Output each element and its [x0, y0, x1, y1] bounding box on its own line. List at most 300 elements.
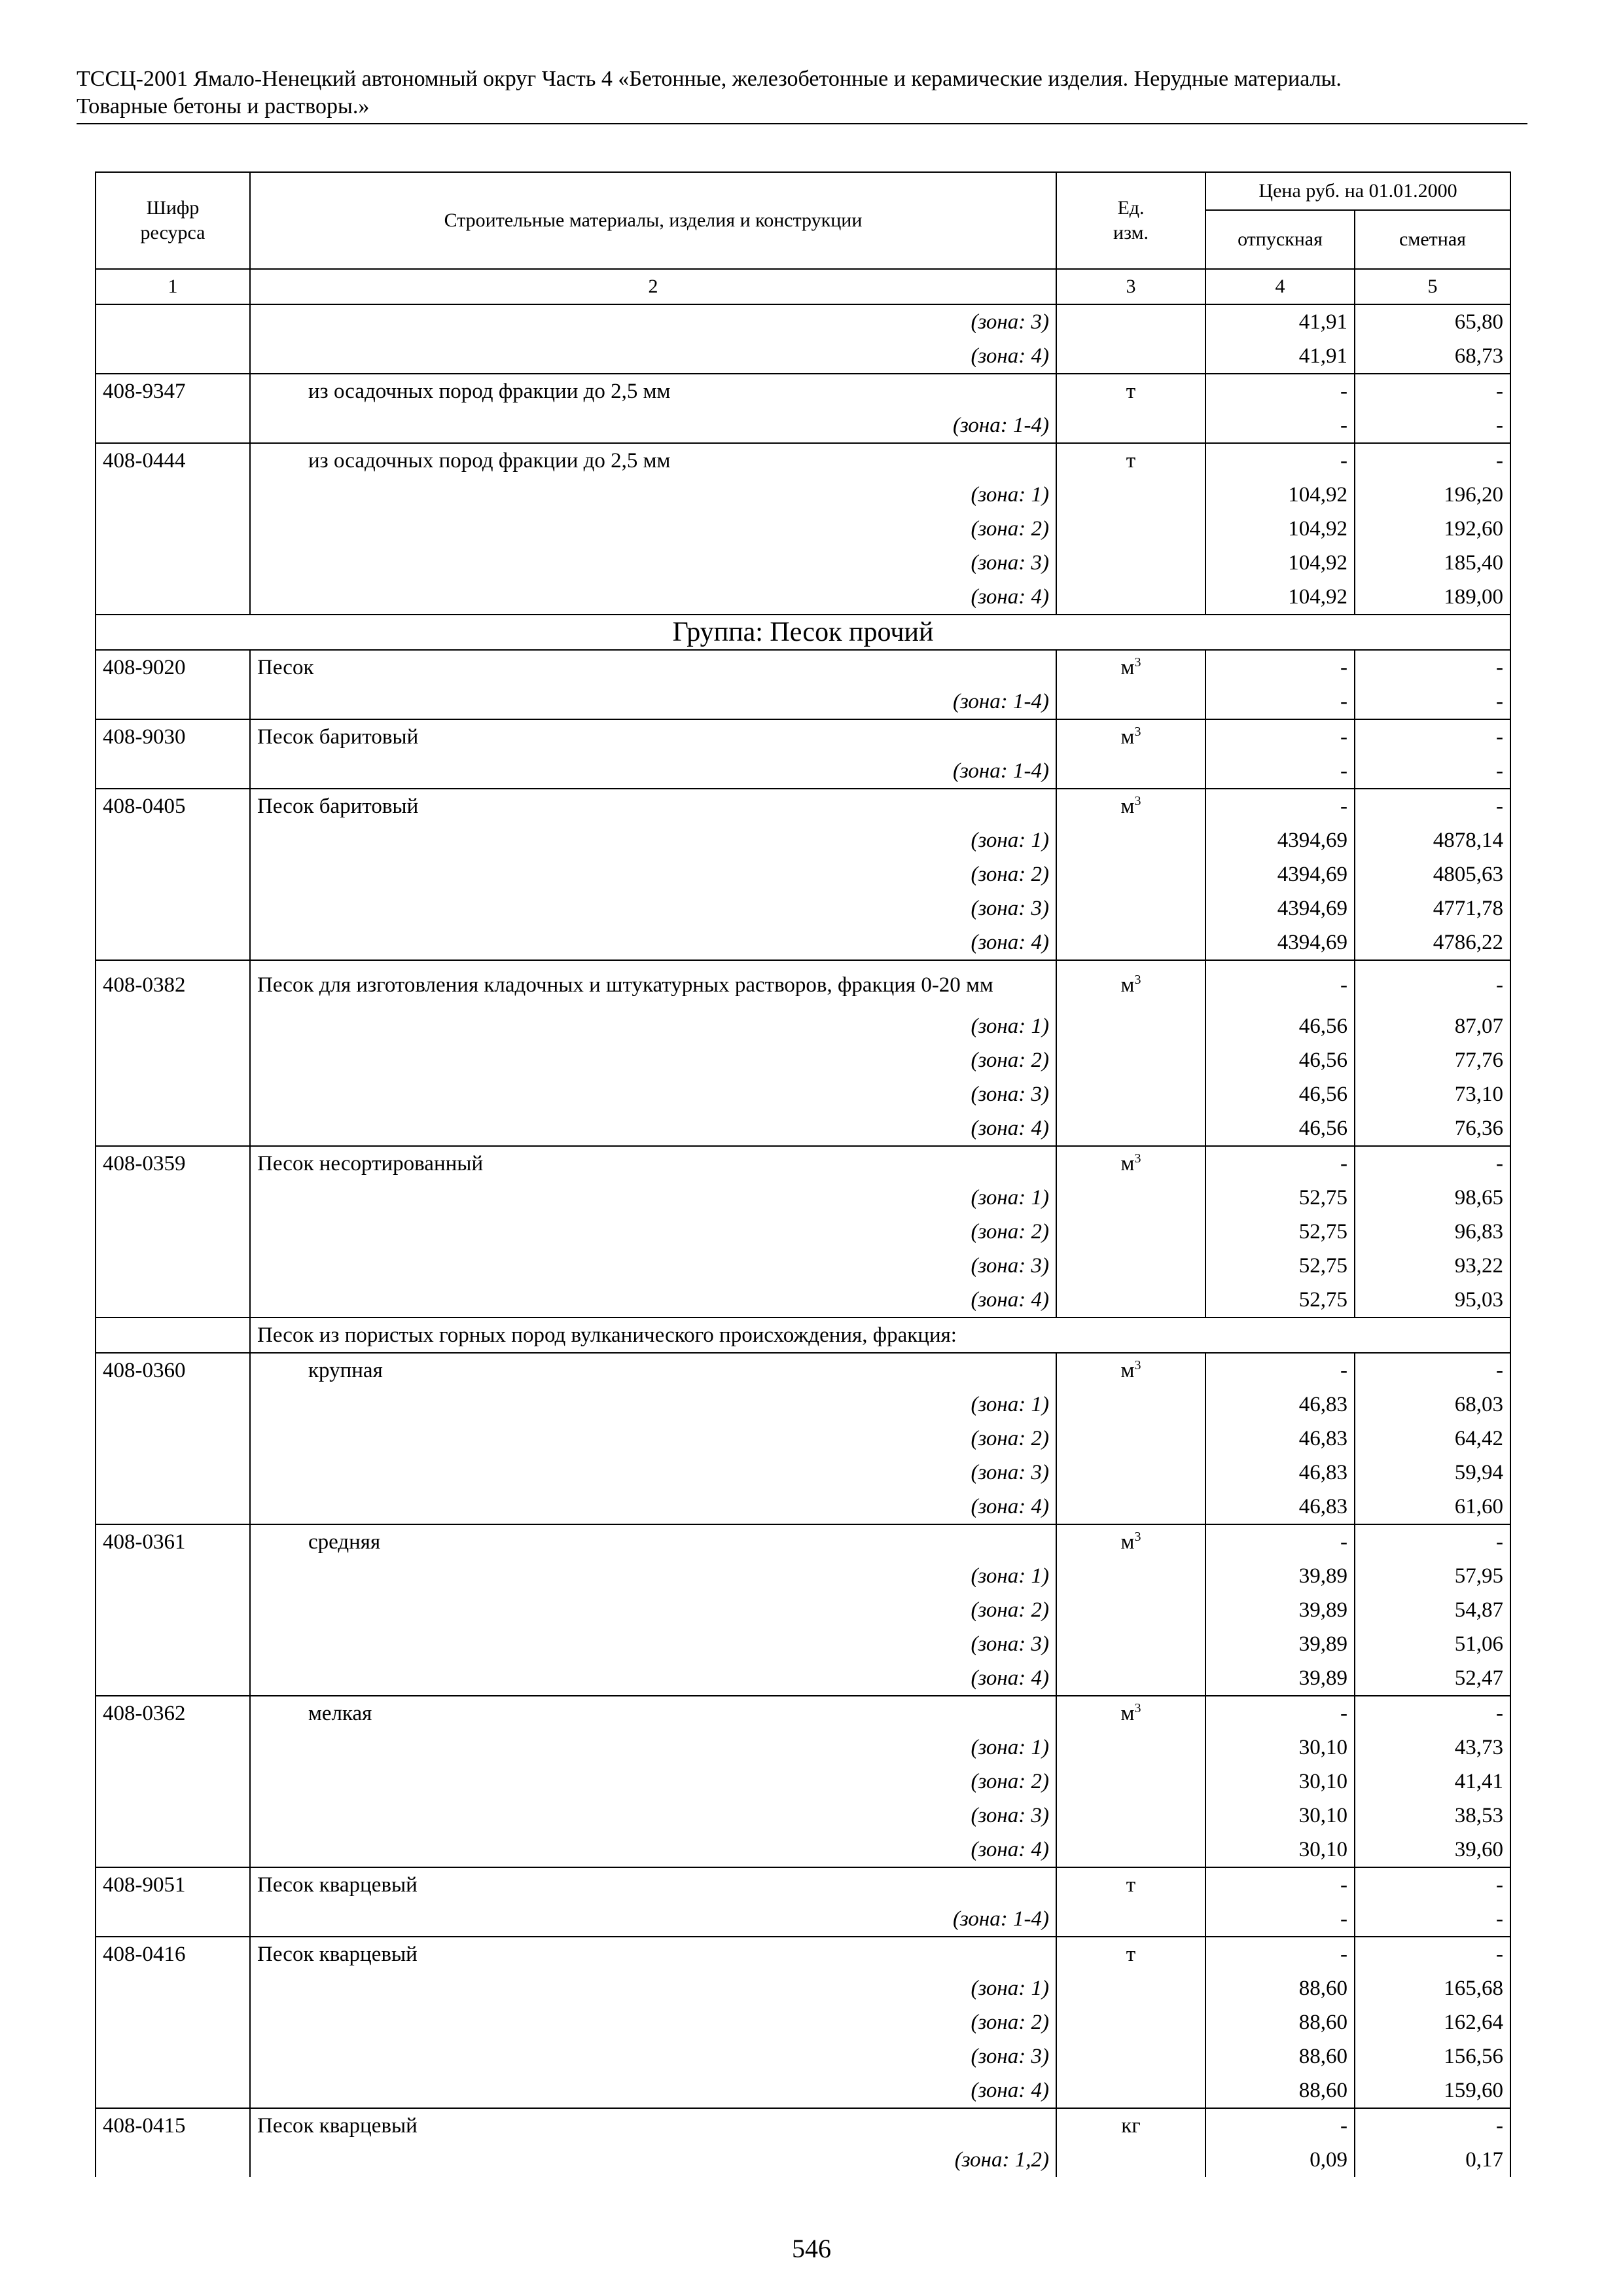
- table-cell-code: [96, 1283, 250, 1318]
- table-cell-unit: [1056, 339, 1205, 374]
- price-table: [95, 171, 1511, 2177]
- zone-release-price: -: [1205, 685, 1355, 719]
- zone-release-price: 104,92: [1205, 580, 1355, 615]
- table-cell-unit: [1056, 1799, 1205, 1833]
- table-row: [96, 2108, 1510, 2143]
- table-cell-code: [96, 685, 250, 719]
- unit-value: м: [1120, 1530, 1135, 1554]
- zone-label: (зона: 1,2): [250, 2143, 1056, 2177]
- zone-label: (зона: 1): [250, 1559, 1056, 1593]
- table-cell-unit: [1056, 1593, 1205, 1627]
- zone-estimate-price: 95,03: [1355, 1283, 1510, 1318]
- unit-superscript: 3: [1134, 1530, 1141, 1544]
- table-cell-unit: [1056, 1902, 1205, 1937]
- release-price: -: [1205, 789, 1355, 823]
- resource-code: 408-0382: [96, 960, 250, 1009]
- table-header: [96, 172, 1510, 304]
- zone-release-price: 39,89: [1205, 1661, 1355, 1696]
- zone-estimate-price: 4771,78: [1355, 891, 1510, 925]
- zone-label: (зона: 3): [250, 891, 1056, 925]
- zone-row: [96, 1971, 1510, 2005]
- zone-row: [96, 1456, 1510, 1490]
- table-cell-unit: [1056, 823, 1205, 857]
- zone-estimate-price: -: [1355, 1902, 1510, 1937]
- resource-code: 408-9030: [96, 719, 250, 754]
- zone-label: (зона: 3): [250, 1799, 1056, 1833]
- zone-label: (зона: 3): [250, 1627, 1056, 1661]
- unit-cell: [1056, 650, 1205, 685]
- zone-estimate-price: -: [1355, 754, 1510, 789]
- table-cell-code: [96, 1661, 250, 1696]
- material-name: Песок для изготовления кладочных и штукатурных растворов, фракция 0-20 мм: [250, 960, 1056, 1009]
- zone-label: (зона: 1-4): [250, 1902, 1056, 1937]
- release-price: -: [1205, 1353, 1355, 1388]
- material-name: средняя: [250, 1524, 1056, 1559]
- table-row: [96, 1353, 1510, 1388]
- zone-estimate-price: 73,10: [1355, 1077, 1510, 1111]
- estimate-price: -: [1355, 719, 1510, 754]
- release-price: -: [1205, 1937, 1355, 1971]
- zone-release-price: 46,56: [1205, 1043, 1355, 1077]
- header-code-line1: Шифр: [146, 197, 200, 219]
- zone-estimate-price: 159,60: [1355, 2073, 1510, 2108]
- unit-value: т: [1126, 380, 1136, 403]
- table-row: [96, 960, 1510, 1009]
- zone-release-price: -: [1205, 754, 1355, 789]
- zone-row: [96, 1215, 1510, 1249]
- table-cell-code: [96, 512, 250, 546]
- zone-label: (зона: 1): [250, 1388, 1056, 1422]
- table-cell-code: [96, 2039, 250, 2073]
- zone-row: [96, 1111, 1510, 1146]
- zone-row: [96, 2005, 1510, 2039]
- table-cell-code: [96, 2143, 250, 2177]
- zone-release-price: 30,10: [1205, 1833, 1355, 1867]
- zone-label: (зона: 4): [250, 925, 1056, 960]
- table-cell-code: [96, 754, 250, 789]
- zone-row: [96, 891, 1510, 925]
- zone-row: [96, 1559, 1510, 1593]
- material-name: Песок кварцевый: [250, 2108, 1056, 2143]
- unit-value: м: [1120, 725, 1135, 749]
- zone-row: [96, 1833, 1510, 1867]
- resource-code: 408-0360: [96, 1353, 250, 1388]
- table-cell-unit: [1056, 1249, 1205, 1283]
- resource-code: 408-0405: [96, 789, 250, 823]
- zone-release-price: 46,56: [1205, 1111, 1355, 1146]
- zone-estimate-price: 4786,22: [1355, 925, 1510, 960]
- group-title: Группа: Песок прочий: [96, 615, 1510, 650]
- table-cell-unit: [1056, 754, 1205, 789]
- table-row: [96, 443, 1510, 478]
- unit-cell: [1056, 789, 1205, 823]
- zone-estimate-price: 38,53: [1355, 1799, 1510, 1833]
- release-price: -: [1205, 443, 1355, 478]
- table-cell-unit: [1056, 1422, 1205, 1456]
- release-price: -: [1205, 1867, 1355, 1902]
- group-title-section: [96, 615, 1510, 650]
- table-cell-code: [96, 1215, 250, 1249]
- zone-row: [96, 2039, 1510, 2073]
- unit-superscript: 3: [1134, 655, 1141, 670]
- zone-estimate-price: 41,41: [1355, 1765, 1510, 1799]
- zone-row: [96, 925, 1510, 960]
- unit-superscript: 3: [1134, 725, 1141, 739]
- zone-estimate-price: 59,94: [1355, 1456, 1510, 1490]
- table-cell-unit: [1056, 1559, 1205, 1593]
- estimate-price: -: [1355, 1937, 1510, 1971]
- zone-estimate-price: 77,76: [1355, 1043, 1510, 1077]
- estimate-price: -: [1355, 1353, 1510, 1388]
- zone-release-price: 52,75: [1205, 1249, 1355, 1283]
- table-cell-unit: [1056, 1731, 1205, 1765]
- zone-label: (зона: 1): [250, 1971, 1056, 2005]
- zone-estimate-price: 185,40: [1355, 546, 1510, 580]
- table-cell-code: [96, 1731, 250, 1765]
- zone-row: [96, 1043, 1510, 1077]
- table-cell-code: [96, 2005, 250, 2039]
- material-name: Песок баритовый: [250, 789, 1056, 823]
- zone-estimate-price: -: [1355, 685, 1510, 719]
- zone-label: (зона: 1-4): [250, 685, 1056, 719]
- estimate-price: -: [1355, 960, 1510, 1009]
- table-cell-code: [96, 1627, 250, 1661]
- zone-release-price: 30,10: [1205, 1731, 1355, 1765]
- table-cell-unit: [1056, 1215, 1205, 1249]
- table-cell-code: [96, 1902, 250, 1937]
- zone-label: (зона: 3): [250, 1249, 1056, 1283]
- table-row: [96, 1867, 1510, 1902]
- unit-value: м: [1120, 1152, 1135, 1175]
- zone-release-price: -: [1205, 1902, 1355, 1937]
- table-cell-unit: [1056, 1043, 1205, 1077]
- unit-superscript: 3: [1134, 794, 1141, 808]
- table-cell-code: [96, 1422, 250, 1456]
- unit-value: м: [1120, 656, 1135, 679]
- zone-release-price: 4394,69: [1205, 925, 1355, 960]
- column-number-3: 3: [1056, 269, 1205, 304]
- zone-label: (зона: 4): [250, 1661, 1056, 1696]
- zone-label: (зона: 1): [250, 823, 1056, 857]
- estimate-price: -: [1355, 2108, 1510, 2143]
- zone-estimate-price: 98,65: [1355, 1181, 1510, 1215]
- material-name: Песок кварцевый: [250, 1867, 1056, 1902]
- unit-superscript: 3: [1134, 973, 1141, 987]
- unit-value: т: [1126, 1943, 1136, 1966]
- table-cell-unit: [1056, 1283, 1205, 1318]
- zone-release-price: -: [1205, 408, 1355, 443]
- resource-code: 408-0361: [96, 1524, 250, 1559]
- unit-value: т: [1126, 1873, 1136, 1897]
- release-price: -: [1205, 1696, 1355, 1731]
- table-cell-code: [96, 1388, 250, 1422]
- material-name: Песок несортированный: [250, 1146, 1056, 1181]
- table-cell-unit: [1056, 580, 1205, 615]
- column-number-1: 1: [96, 269, 250, 304]
- table-cell-unit: [1056, 2143, 1205, 2177]
- estimate-price: -: [1355, 1524, 1510, 1559]
- estimate-price: -: [1355, 650, 1510, 685]
- zone-label: (зона: 4): [250, 1490, 1056, 1524]
- zone-release-price: 88,60: [1205, 2039, 1355, 2073]
- zone-release-price: 30,10: [1205, 1765, 1355, 1799]
- zone-release-price: 30,10: [1205, 1799, 1355, 1833]
- zone-row: [96, 546, 1510, 580]
- header-code-line2: ресурса: [140, 222, 205, 243]
- header-line-1: ТССЦ-2001 Ямало-Ненецкий автономный округ Часть 4 «Бетонные, железобетонные и керамические изделия. Нерудные материалы.: [77, 67, 1342, 91]
- estimate-price: -: [1355, 1146, 1510, 1181]
- table-cell-code: [96, 857, 250, 891]
- release-price: -: [1205, 719, 1355, 754]
- table-cell-unit: [1056, 1456, 1205, 1490]
- zone-row: [96, 1388, 1510, 1422]
- table-cell-unit: [1056, 304, 1205, 339]
- zone-label: (зона: 2): [250, 1043, 1056, 1077]
- table-cell-code: [96, 1559, 250, 1593]
- zone-estimate-price: 68,73: [1355, 339, 1510, 374]
- unit-cell: [1056, 719, 1205, 754]
- unit-value: м: [1120, 1702, 1135, 1725]
- header-estimate-price: сметная: [1355, 210, 1510, 269]
- zone-row: [96, 685, 1510, 719]
- table-cell-unit: [1056, 2039, 1205, 2073]
- table-cell-unit: [1056, 891, 1205, 925]
- zone-estimate-price: 39,60: [1355, 1833, 1510, 1867]
- unit-value: м: [1120, 1359, 1135, 1382]
- table-cell-code: [96, 1043, 250, 1077]
- zone-label: (зона: 1): [250, 1181, 1056, 1215]
- resource-code: 408-0444: [96, 443, 250, 478]
- unit-cell: [1056, 1353, 1205, 1388]
- table-row: [96, 650, 1510, 685]
- table-row: [96, 1146, 1510, 1181]
- zone-label: (зона: 1-4): [250, 754, 1056, 789]
- table-cell-unit: [1056, 1627, 1205, 1661]
- table-cell-unit: [1056, 478, 1205, 512]
- table-cell-code: [96, 925, 250, 960]
- header-unit-line2: изм.: [1113, 222, 1149, 243]
- zone-row: [96, 1283, 1510, 1318]
- zone-row: [96, 1181, 1510, 1215]
- table-cell-code: [96, 1249, 250, 1283]
- header-unit: [1056, 172, 1205, 269]
- table-body-group: [96, 650, 1510, 1318]
- zone-estimate-price: -: [1355, 408, 1510, 443]
- zone-row: [96, 1661, 1510, 1696]
- table-cell-unit: [1056, 2073, 1205, 2108]
- zone-label: (зона: 3): [250, 1456, 1056, 1490]
- table-cell-unit: [1056, 408, 1205, 443]
- zone-row: [96, 857, 1510, 891]
- table-row: [96, 1937, 1510, 1971]
- table-cell-unit: [1056, 925, 1205, 960]
- zone-row: [96, 1490, 1510, 1524]
- estimate-price: -: [1355, 1867, 1510, 1902]
- zone-row: [96, 2073, 1510, 2108]
- estimate-price: -: [1355, 1696, 1510, 1731]
- zone-label: (зона: 4): [250, 339, 1056, 374]
- zone-release-price: 39,89: [1205, 1559, 1355, 1593]
- zone-estimate-price: 156,56: [1355, 2039, 1510, 2073]
- volcanic-heading: Песок из пористых горных пород вулканического происхождения, фракция:: [250, 1318, 1510, 1353]
- zone-label: (зона: 4): [250, 1283, 1056, 1318]
- zone-row: [96, 1422, 1510, 1456]
- header-code: [96, 172, 250, 269]
- zone-label: (зона: 3): [250, 546, 1056, 580]
- table-cell-code: [96, 2073, 250, 2108]
- zone-estimate-price: 189,00: [1355, 580, 1510, 615]
- column-number-5: 5: [1355, 269, 1510, 304]
- unit-cell: [1056, 443, 1205, 478]
- zone-label: (зона: 1-4): [250, 408, 1056, 443]
- zone-estimate-price: 162,64: [1355, 2005, 1510, 2039]
- zone-estimate-price: 87,07: [1355, 1009, 1510, 1043]
- resource-code: 408-0415: [96, 2108, 250, 2143]
- zone-estimate-price: 196,20: [1355, 478, 1510, 512]
- unit-cell: [1056, 1937, 1205, 1971]
- zone-estimate-price: 93,22: [1355, 1249, 1510, 1283]
- table-cell-code: [96, 1799, 250, 1833]
- table-cell-unit: [1056, 1765, 1205, 1799]
- zone-release-price: 4394,69: [1205, 823, 1355, 857]
- zone-label: (зона: 2): [250, 2005, 1056, 2039]
- header-name: Строительные материалы, изделия и конструкции: [250, 172, 1056, 269]
- resource-code: 408-9020: [96, 650, 250, 685]
- zone-estimate-price: 0,17: [1355, 2143, 1510, 2177]
- table-cell-code: [96, 1456, 250, 1490]
- table-cell-unit: [1056, 1009, 1205, 1043]
- table-cell-unit: [1056, 1971, 1205, 2005]
- unit-cell: [1056, 960, 1205, 1009]
- zone-release-price: 88,60: [1205, 1971, 1355, 2005]
- resource-code: 408-9051: [96, 1867, 250, 1902]
- header-line-2: Товарные бетоны и растворы.»: [77, 94, 370, 118]
- header-price-group: Цена руб. на 01.01.2000: [1205, 172, 1510, 210]
- zone-row: [96, 1765, 1510, 1799]
- zone-row: [96, 754, 1510, 789]
- zone-release-price: 52,75: [1205, 1181, 1355, 1215]
- table-body-after-group: [96, 1353, 1510, 2177]
- zone-release-price: 41,91: [1205, 339, 1355, 374]
- resource-code: 408-0416: [96, 1937, 250, 1971]
- release-price: -: [1205, 960, 1355, 1009]
- unit-cell: [1056, 1524, 1205, 1559]
- page-number: 546: [792, 2234, 831, 2263]
- release-price: -: [1205, 1524, 1355, 1559]
- header-unit-line1: Ед.: [1117, 197, 1145, 219]
- zone-row: [96, 339, 1510, 374]
- resource-code: 408-0362: [96, 1696, 250, 1731]
- column-number-4: 4: [1205, 269, 1355, 304]
- table-cell-code: [96, 1009, 250, 1043]
- zone-release-price: 46,56: [1205, 1077, 1355, 1111]
- zone-release-price: 104,92: [1205, 546, 1355, 580]
- table-cell-code: [96, 1765, 250, 1799]
- zone-row: [96, 304, 1510, 339]
- zone-label: (зона: 2): [250, 1215, 1056, 1249]
- material-name: Песок кварцевый: [250, 1937, 1056, 1971]
- table-cell-unit: [1056, 685, 1205, 719]
- table-cell-code: [96, 823, 250, 857]
- release-price: -: [1205, 650, 1355, 685]
- material-name: Песок баритовый: [250, 719, 1056, 754]
- zone-row: [96, 478, 1510, 512]
- zone-label: (зона: 2): [250, 857, 1056, 891]
- zone-label: (зона: 2): [250, 1422, 1056, 1456]
- table-cell-unit: [1056, 1661, 1205, 1696]
- table-cell-code: [96, 1111, 250, 1146]
- column-number-2: 2: [250, 269, 1056, 304]
- zone-release-price: 52,75: [1205, 1283, 1355, 1318]
- table-cell-code: [96, 478, 250, 512]
- zone-release-price: 39,89: [1205, 1627, 1355, 1661]
- zone-row: [96, 1902, 1510, 1937]
- zone-release-price: 4394,69: [1205, 857, 1355, 891]
- zone-estimate-price: 68,03: [1355, 1388, 1510, 1422]
- release-price: -: [1205, 374, 1355, 408]
- table-cell-unit: [1056, 1181, 1205, 1215]
- unit-value: кг: [1121, 2114, 1141, 2138]
- zone-row: [96, 1009, 1510, 1043]
- zone-release-price: 39,89: [1205, 1593, 1355, 1627]
- unit-cell: [1056, 374, 1205, 408]
- zone-release-price: 0,09: [1205, 2143, 1355, 2177]
- unit-cell: [1056, 1867, 1205, 1902]
- zone-estimate-price: 54,87: [1355, 1593, 1510, 1627]
- unit-value: м: [1120, 973, 1135, 997]
- zone-label: (зона: 3): [250, 2039, 1056, 2073]
- table-cell-code: [96, 580, 250, 615]
- volcanic-heading-section: [96, 1318, 1510, 1353]
- zone-estimate-price: 4878,14: [1355, 823, 1510, 857]
- zone-label: (зона: 2): [250, 512, 1056, 546]
- resource-code: 408-9347: [96, 374, 250, 408]
- zone-release-price: 46,83: [1205, 1422, 1355, 1456]
- zone-label: (зона: 1): [250, 478, 1056, 512]
- table-cell-unit: [1056, 857, 1205, 891]
- unit-cell: [1056, 2108, 1205, 2143]
- resource-code: 408-0359: [96, 1146, 250, 1181]
- zone-release-price: 104,92: [1205, 512, 1355, 546]
- unit-value: т: [1126, 449, 1136, 473]
- zone-label: (зона: 4): [250, 1833, 1056, 1867]
- material-name: крупная: [250, 1353, 1056, 1388]
- table-cell-unit: [1056, 1388, 1205, 1422]
- table-cell-code: [96, 546, 250, 580]
- table-cell-unit: [1056, 2005, 1205, 2039]
- estimate-price: -: [1355, 789, 1510, 823]
- table-body-before-group: [96, 304, 1510, 615]
- estimate-price: -: [1355, 374, 1510, 408]
- document-header: [77, 65, 1527, 124]
- zone-estimate-price: 64,42: [1355, 1422, 1510, 1456]
- zone-estimate-price: 51,06: [1355, 1627, 1510, 1661]
- zone-label: (зона: 2): [250, 1765, 1056, 1799]
- table-row: [96, 1524, 1510, 1559]
- zone-label: (зона: 2): [250, 1593, 1056, 1627]
- zone-row: [96, 512, 1510, 546]
- table-cell-unit: [1056, 512, 1205, 546]
- zone-release-price: 104,92: [1205, 478, 1355, 512]
- material-name: из осадочных пород фракции до 2,5 мм: [250, 374, 1056, 408]
- zone-row: [96, 1593, 1510, 1627]
- unit-superscript: 3: [1134, 1701, 1141, 1715]
- release-price: -: [1205, 2108, 1355, 2143]
- release-price: -: [1205, 1146, 1355, 1181]
- zone-row: [96, 1627, 1510, 1661]
- zone-estimate-price: 96,83: [1355, 1215, 1510, 1249]
- zone-estimate-price: 57,95: [1355, 1559, 1510, 1593]
